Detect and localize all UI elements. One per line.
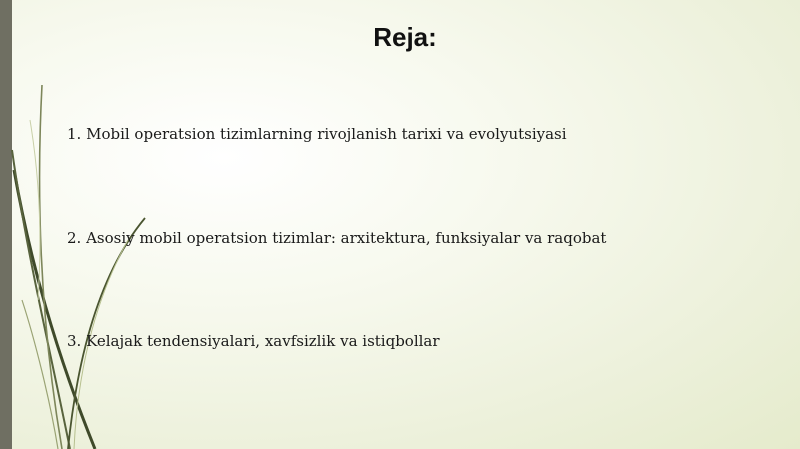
grass-decoration-icon bbox=[0, 0, 200, 449]
agenda-item: 3. Kelajak tendensiyalari, xavfsizlik va istiqbollar bbox=[67, 332, 440, 350]
slide-title: Reja: bbox=[373, 22, 437, 52]
agenda-item: 1. Mobil operatsion tizimlarning rivojlanish tarixi va evolyutsiyasi bbox=[67, 125, 567, 143]
agenda-item: 2. Asosiy mobil operatsion tizimlar: arxitektura, funksiyalar va raqobat bbox=[67, 229, 607, 247]
